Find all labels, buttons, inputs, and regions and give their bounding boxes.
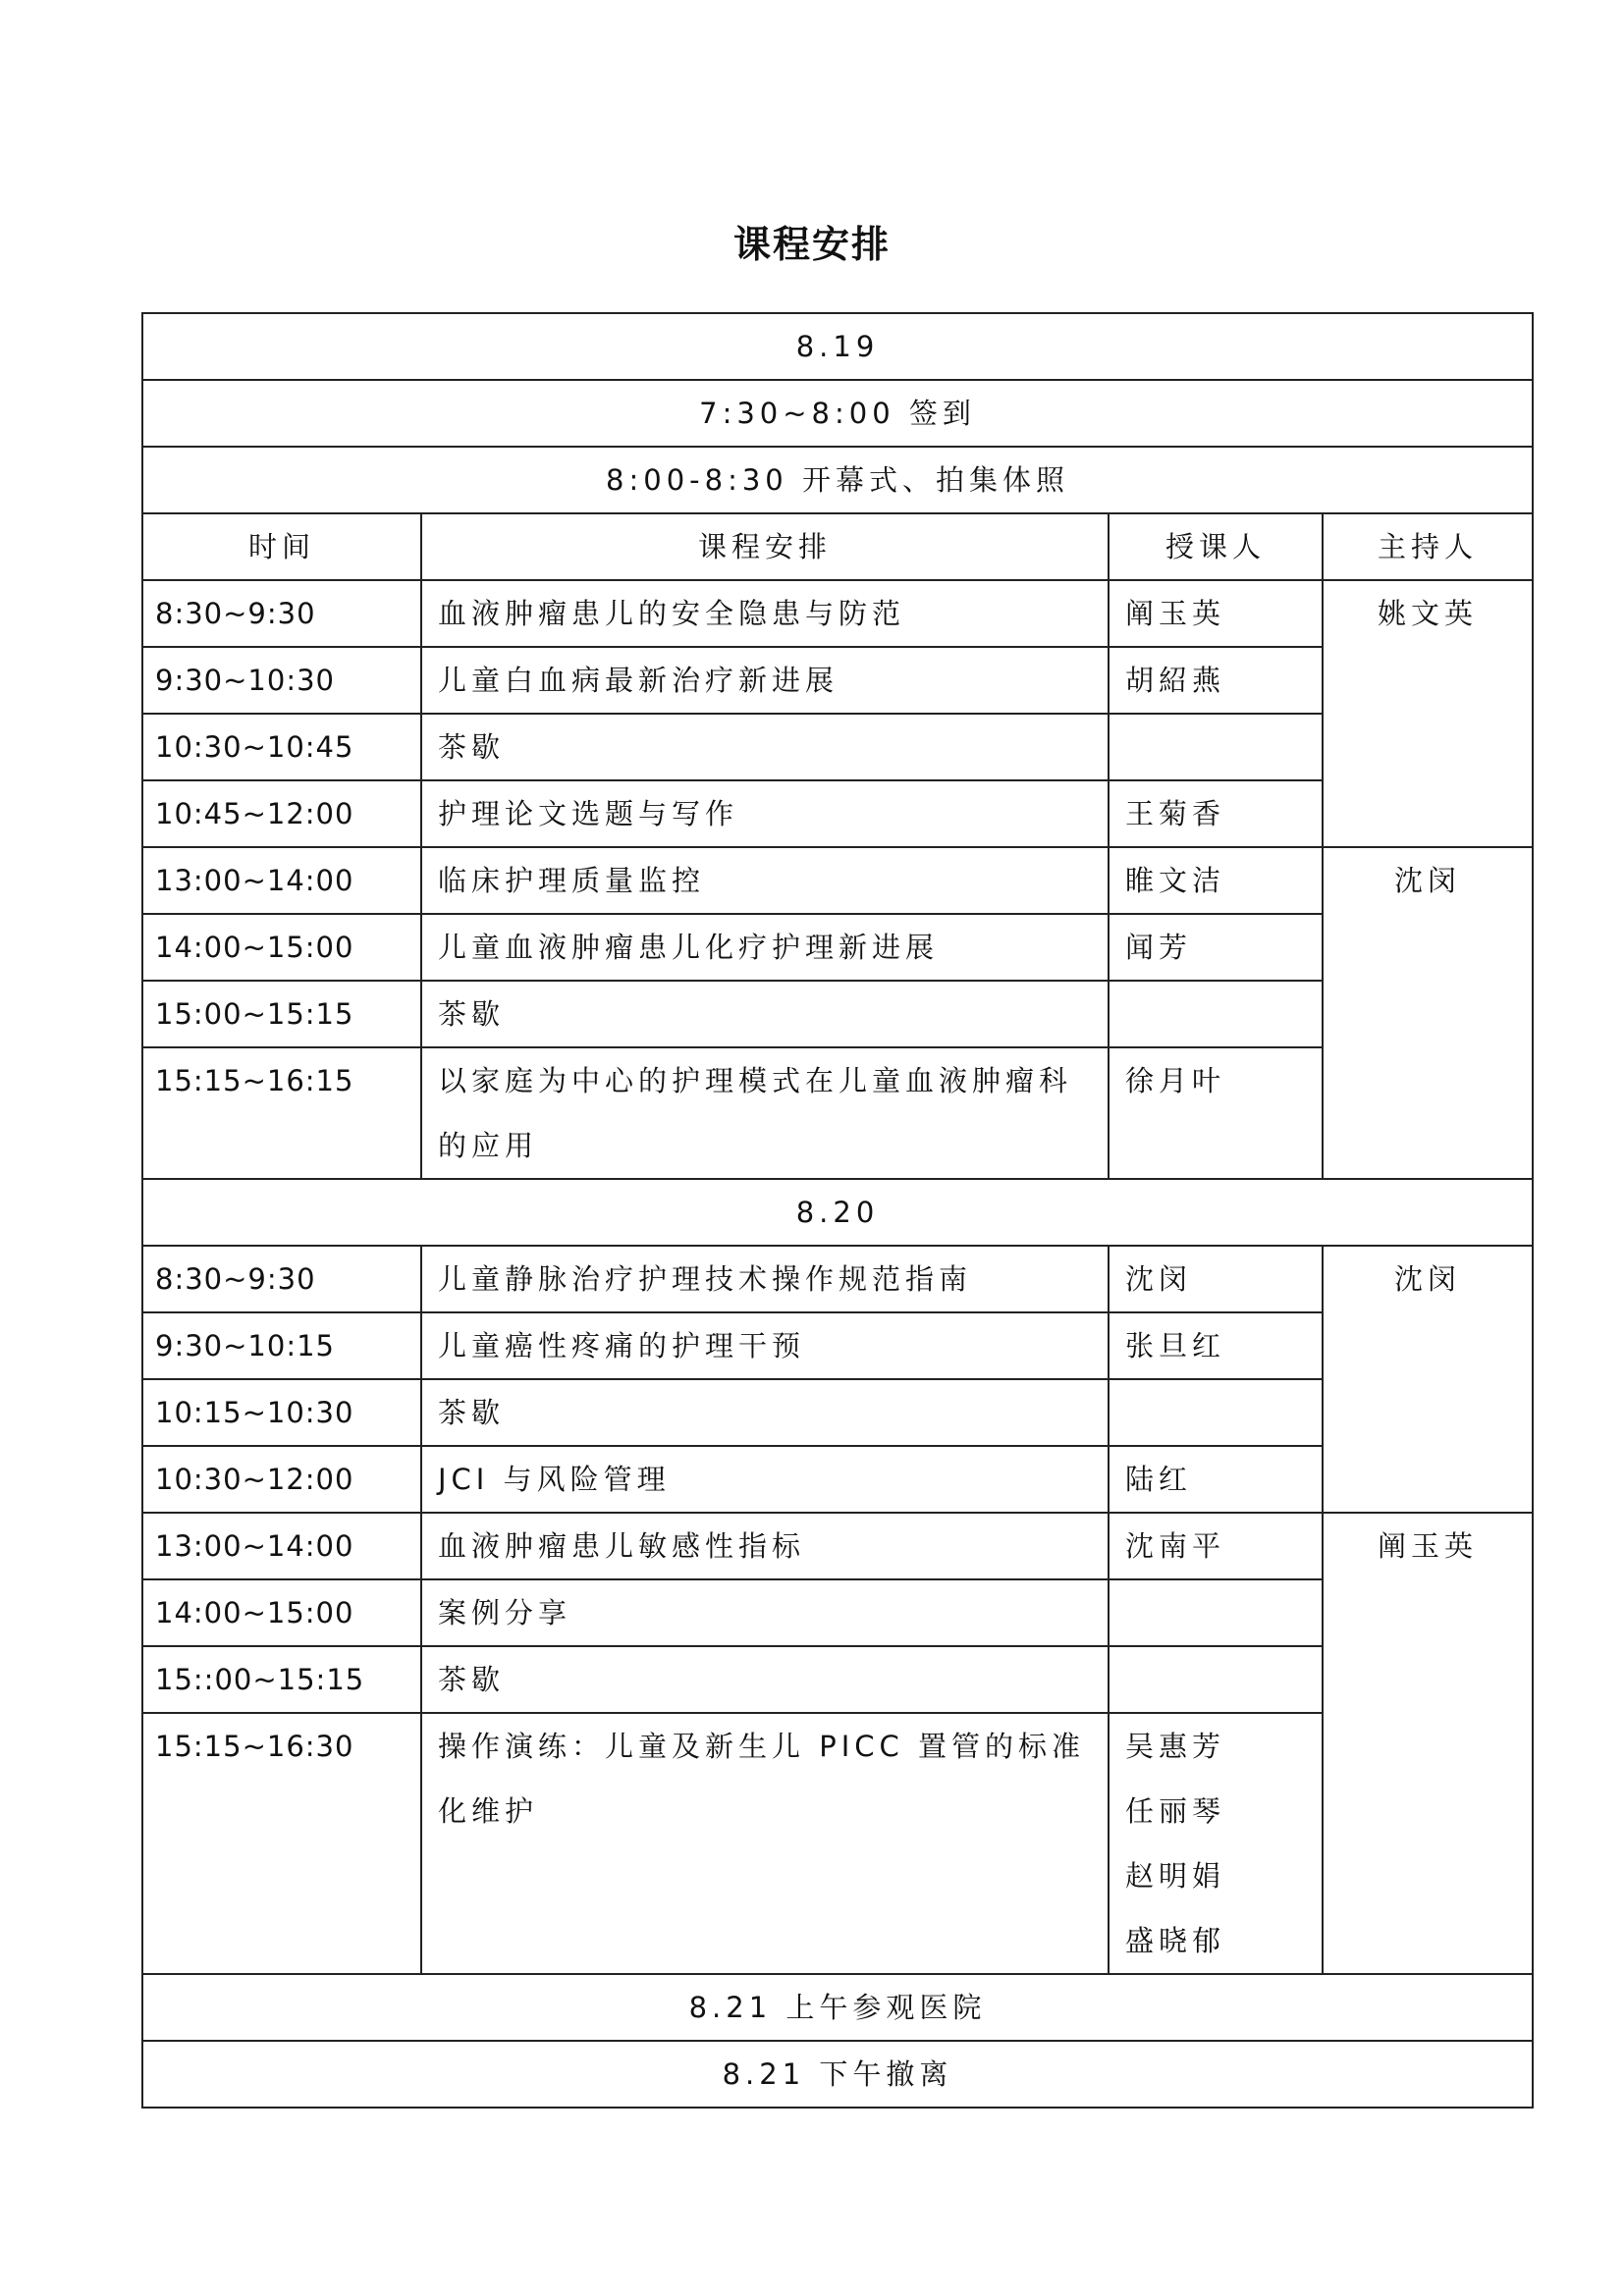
course-cell: 操作演练：儿童及新生儿 PICC 置管的标准化维护 [421, 1713, 1109, 1974]
lecturer-name: 赵明娟 [1125, 1859, 1226, 1893]
lecturer-name: 盛晓郁 [1125, 1924, 1226, 1957]
host-cell: 沈闵 [1323, 1246, 1533, 1513]
lecturer-cell [1109, 1579, 1323, 1646]
time-cell: 10:45~12:00 [142, 780, 421, 847]
course-cell: 案例分享 [421, 1579, 1109, 1646]
time-cell: 15:15~16:15 [142, 1047, 421, 1179]
lecturer-cell: 胡紹燕 [1109, 647, 1323, 714]
day1-date: 8.19 [142, 313, 1533, 380]
lecturer-cell: 陆红 [1109, 1446, 1323, 1513]
time-cell: 13:00~14:00 [142, 847, 421, 914]
lecturer-cell: 王菊香 [1109, 780, 1323, 847]
header-lecturer: 授课人 [1109, 513, 1323, 580]
lecturer-cell [1109, 1713, 1323, 1974]
course-cell: JCI 与风险管理 [421, 1446, 1109, 1513]
host-cell: 姚文英 [1323, 580, 1533, 847]
lecturer-cell [1109, 1379, 1323, 1446]
time-cell: 10:30~12:00 [142, 1446, 421, 1513]
time-cell: 9:30~10:30 [142, 647, 421, 714]
lecturer-name: 吴惠芳 [1125, 1730, 1226, 1763]
course-cell: 儿童静脉治疗护理技术操作规范指南 [421, 1246, 1109, 1312]
table-row [142, 847, 1533, 914]
course-cell: 儿童癌性疼痛的护理干预 [421, 1312, 1109, 1379]
lecturer-cell: 沈闵 [1109, 1246, 1323, 1312]
day1-date-row [142, 313, 1533, 380]
time-cell: 14:00~15:00 [142, 1579, 421, 1646]
time-cell: 10:30~10:45 [142, 714, 421, 780]
course-cell: 血液肿瘤患儿的安全隐患与防范 [421, 580, 1109, 647]
course-cell: 儿童白血病最新治疗新进展 [421, 647, 1109, 714]
time-cell: 15::00~15:15 [142, 1646, 421, 1713]
lecturer-cell: 徐月叶 [1109, 1047, 1323, 1179]
header-row [142, 513, 1533, 580]
host-cell: 阐玉英 [1323, 1513, 1533, 1974]
page-title: 课程安排 [732, 223, 891, 266]
day3-afternoon: 8.21 下午撤离 [142, 2041, 1533, 2108]
table-row [142, 1246, 1533, 1312]
time-cell: 14:00~15:00 [142, 914, 421, 981]
table-row [142, 580, 1533, 647]
lecturer-cell: 张旦红 [1109, 1312, 1323, 1379]
header-host: 主持人 [1323, 513, 1533, 580]
course-cell: 茶歇 [421, 1646, 1109, 1713]
time-cell: 10:15~10:30 [142, 1379, 421, 1446]
time-cell: 15:15~16:30 [142, 1713, 421, 1974]
lecturer-cell: 沈南平 [1109, 1513, 1323, 1579]
time-cell: 13:00~14:00 [142, 1513, 421, 1579]
day1-signin: 7:30~8:00 签到 [142, 380, 1533, 447]
time-cell: 9:30~10:15 [142, 1312, 421, 1379]
day3-afternoon-row [142, 2041, 1533, 2108]
time-cell: 8:30~9:30 [142, 580, 421, 647]
course-cell: 儿童血液肿瘤患儿化疗护理新进展 [421, 914, 1109, 981]
time-cell: 15:00~15:15 [142, 981, 421, 1047]
lecturer-cell: 睢文洁 [1109, 847, 1323, 914]
schedule-table [141, 312, 1534, 2109]
lecturer-cell [1109, 981, 1323, 1047]
course-cell: 茶歇 [421, 714, 1109, 780]
course-cell: 护理论文选题与写作 [421, 780, 1109, 847]
time-cell: 8:30~9:30 [142, 1246, 421, 1312]
course-cell: 血液肿瘤患儿敏感性指标 [421, 1513, 1109, 1579]
day3-morning-row [142, 1974, 1533, 2041]
lecturer-cell [1109, 714, 1323, 780]
day2-date-row [142, 1179, 1533, 1246]
host-cell: 沈闵 [1323, 847, 1533, 1179]
course-cell: 以家庭为中心的护理模式在儿童血液肿瘤科的应用 [421, 1047, 1109, 1179]
course-cell: 茶歇 [421, 981, 1109, 1047]
course-cell: 茶歇 [421, 1379, 1109, 1446]
day1-signin-row [142, 380, 1533, 447]
header-course: 课程安排 [421, 513, 1109, 580]
lecturer-name: 任丽琴 [1125, 1794, 1226, 1828]
lecturer-cell: 阐玉英 [1109, 580, 1323, 647]
day2-date: 8.20 [142, 1179, 1533, 1246]
day1-opening-row [142, 447, 1533, 513]
lecturer-cell [1109, 1646, 1323, 1713]
day3-morning: 8.21 上午参观医院 [142, 1974, 1533, 2041]
lecturer-cell: 闻芳 [1109, 914, 1323, 981]
table-row [142, 1513, 1533, 1579]
day1-opening: 8:00-8:30 开幕式、拍集体照 [142, 447, 1533, 513]
course-cell: 临床护理质量监控 [421, 847, 1109, 914]
header-time: 时间 [142, 513, 421, 580]
